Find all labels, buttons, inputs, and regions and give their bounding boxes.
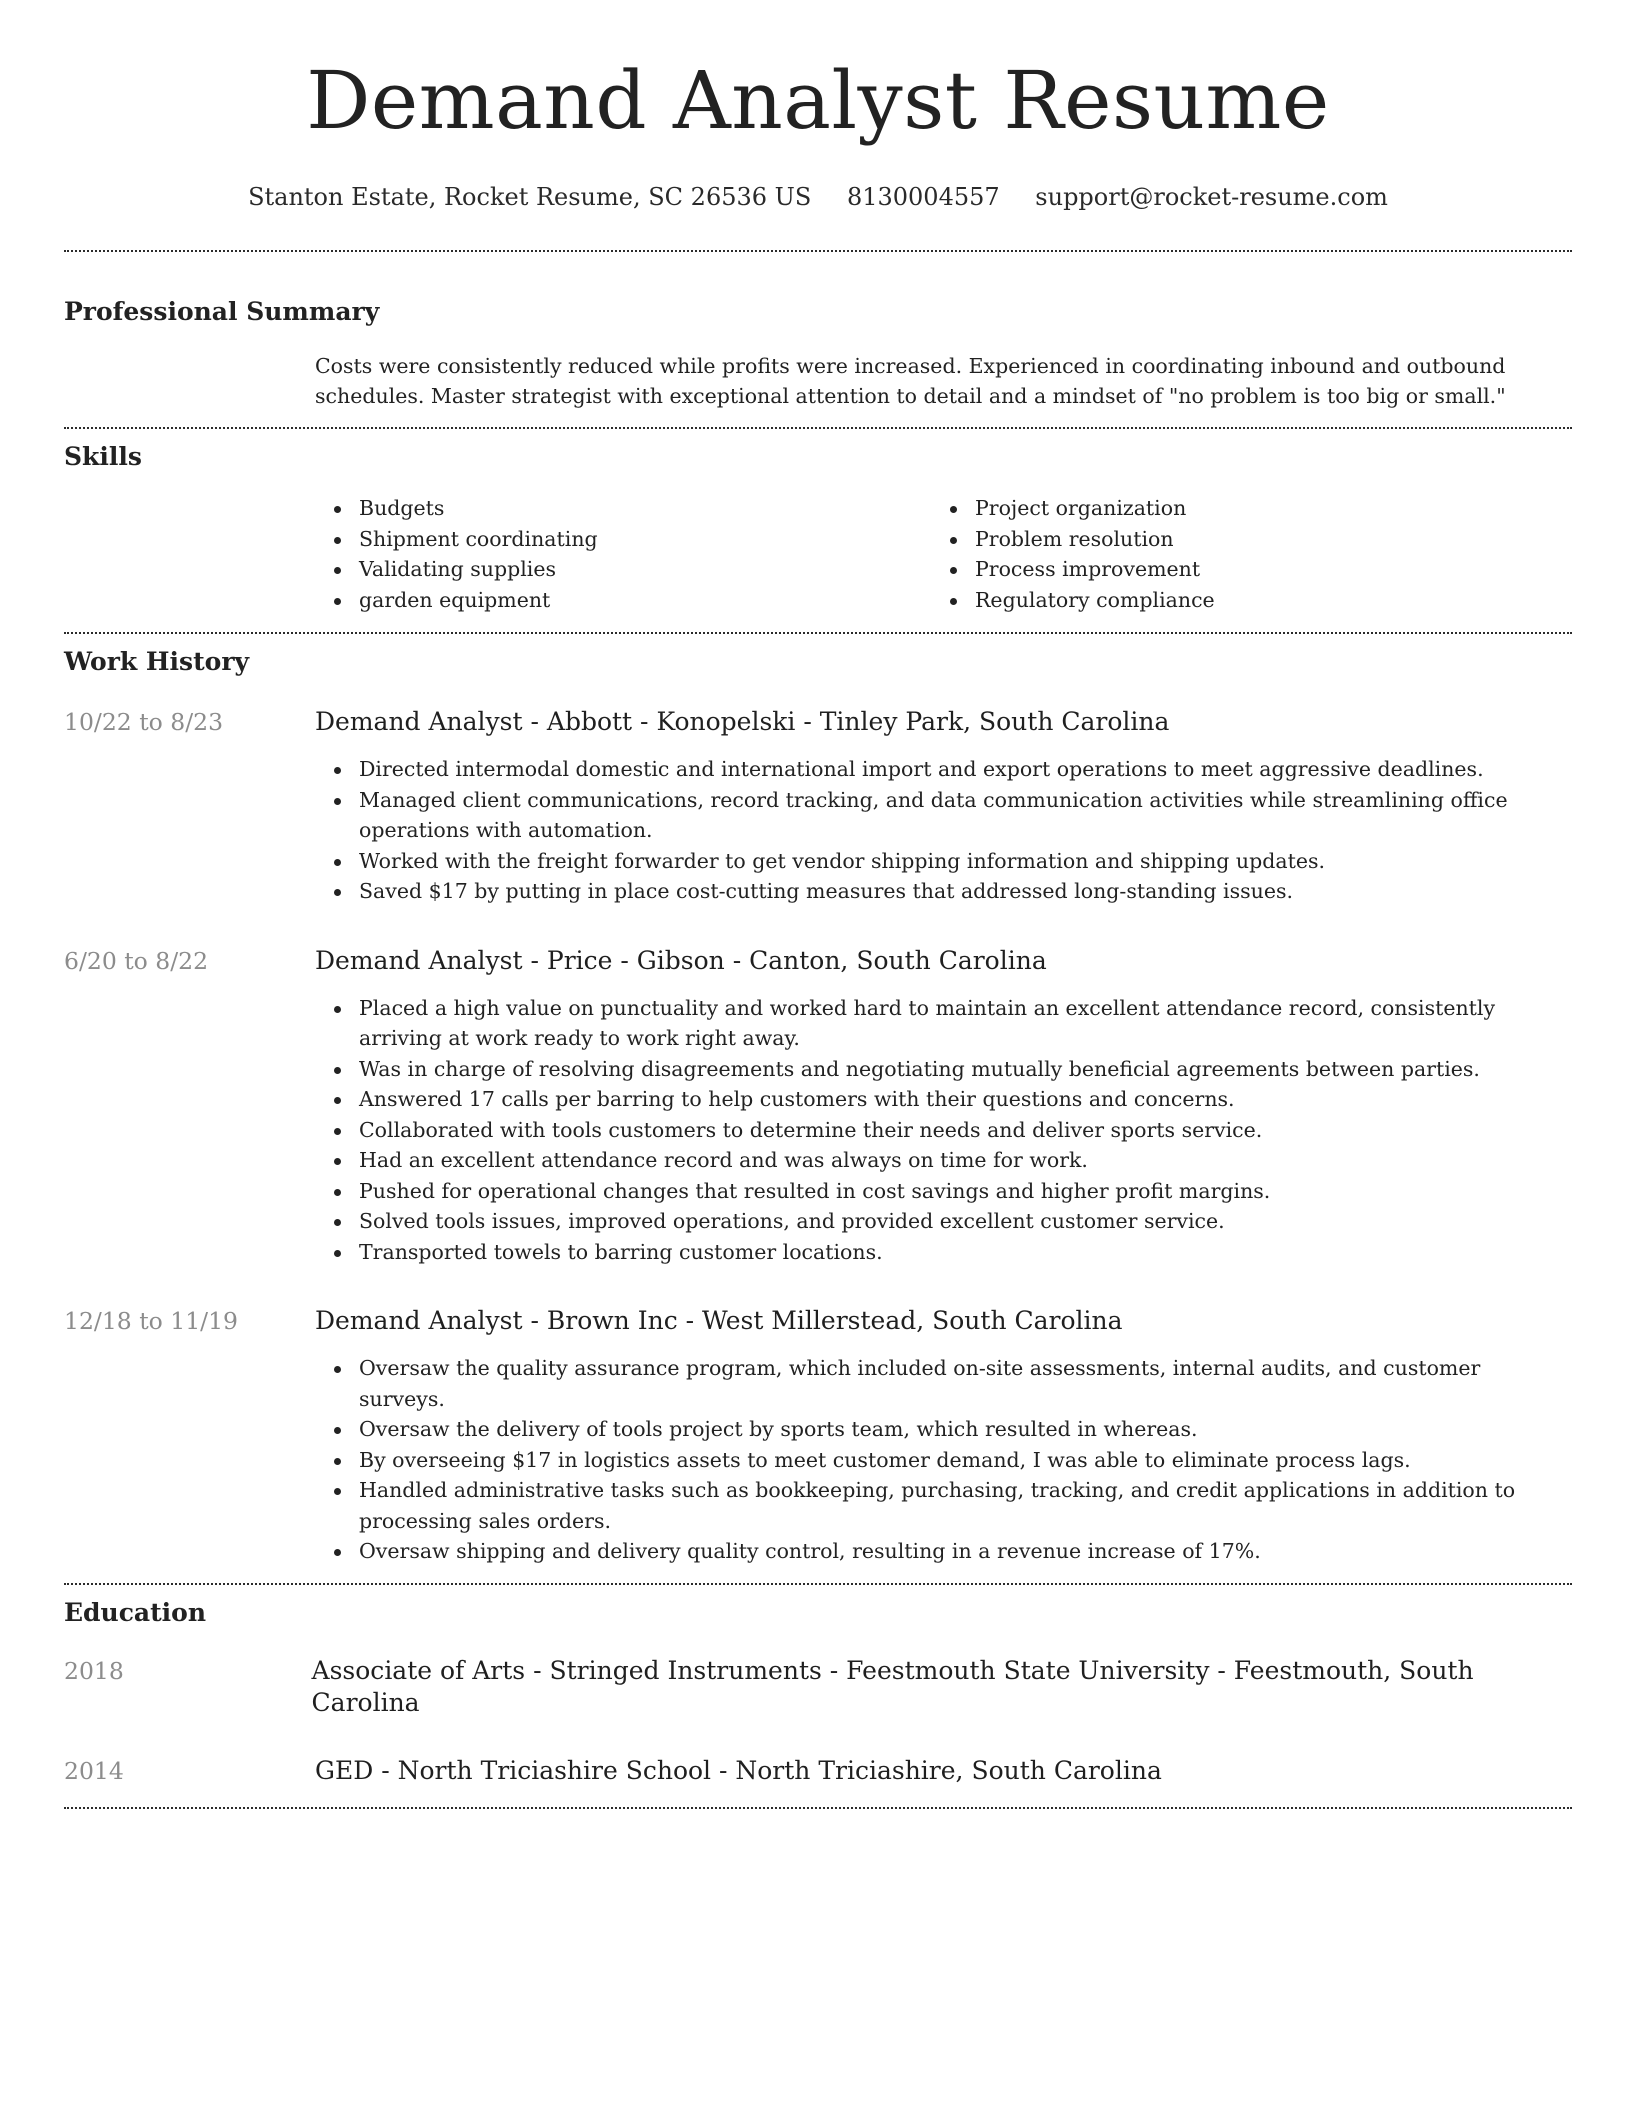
resume-title: Demand Analyst Resume bbox=[306, 54, 1330, 147]
job-bullet: Oversaw the quality assurance program, which included on-site assessments, internal audits, and customer surveys. bbox=[315, 1353, 1572, 1414]
skill-item: Budgets bbox=[315, 493, 931, 524]
job-bullet: Directed intermodal domestic and international import and export operations to meet aggressive deadlines. bbox=[315, 754, 1572, 785]
job-bullet: Transported towels to barring customer locations. bbox=[315, 1237, 1572, 1268]
divider bbox=[64, 427, 1572, 429]
skill-item: Validating supplies bbox=[315, 554, 931, 585]
education-date: 2014 bbox=[64, 1756, 124, 1785]
job-bullet: Saved $17 by putting in place cost-cutting measures that addressed long-standing issues. bbox=[315, 876, 1572, 907]
contact-line bbox=[64, 182, 1572, 212]
summary-text: Costs were consistently reduced while profits were increased. Experienced in coordinating inbound and outbound schedules. Master strategist with exceptional attention to detail and a mindset of "no problem is too big or small." bbox=[315, 354, 1506, 408]
job-entry bbox=[64, 706, 1572, 907]
education-text: Associate of Arts - Stringed Instruments - Feestmouth State University - Feestmouth, South Carolina bbox=[311, 1655, 1474, 1717]
job-body bbox=[315, 945, 1572, 1268]
job-entry bbox=[64, 945, 1572, 1268]
job-date: 10/22 to 8/23 bbox=[64, 708, 224, 736]
skill-item: Project organization bbox=[931, 493, 1547, 524]
job-heading: Demand Analyst - Abbott - Konopelski - Tinley Park, South Carolina bbox=[315, 707, 1170, 736]
divider bbox=[64, 1807, 1572, 1809]
job-body bbox=[315, 706, 1572, 907]
job-bullet: Answered 17 calls per barring to help customers with their questions and concerns. bbox=[315, 1084, 1572, 1115]
education-entry bbox=[64, 1655, 1572, 1719]
job-entry bbox=[64, 1305, 1572, 1583]
skills-left-list bbox=[315, 493, 931, 615]
divider bbox=[64, 1583, 1572, 1585]
education-entry bbox=[64, 1755, 1572, 1787]
job-bullet: Placed a high value on punctuality and worked hard to maintain an excellent attendance record, consistently arriving at work ready to work right away. bbox=[315, 993, 1572, 1054]
job-date: 12/18 to 11/19 bbox=[64, 1307, 238, 1335]
education-text: GED - North Triciashire School - North Triciashire, South Carolina bbox=[315, 1755, 1162, 1785]
skill-item: Regulatory compliance bbox=[931, 585, 1547, 616]
job-bullet: Oversaw the delivery of tools project by sports team, which resulted in whereas. bbox=[315, 1414, 1572, 1445]
job-bullet: Handled administrative tasks such as bookkeeping, purchasing, tracking, and credit applications in addition to processing sales orders. bbox=[315, 1475, 1572, 1536]
summary-heading: Professional Summary bbox=[64, 297, 380, 326]
job-body bbox=[315, 1305, 1572, 1567]
job-bullet: Collaborated with tools customers to determine their needs and deliver sports service. bbox=[315, 1115, 1572, 1146]
job-heading: Demand Analyst - Price - Gibson - Canton, South Carolina bbox=[315, 945, 1047, 975]
work-section bbox=[64, 646, 1572, 1583]
contact-address: Stanton Estate, Rocket Resume, SC 26536 US bbox=[248, 183, 812, 211]
job-bullet: Pushed for operational changes that resulted in cost savings and higher profit margins. bbox=[315, 1176, 1572, 1207]
education-date: 2018 bbox=[64, 1656, 124, 1685]
skill-item: garden equipment bbox=[315, 585, 931, 616]
job-bullet: Had an excellent attendance record and was always on time for work. bbox=[315, 1145, 1572, 1176]
job-bullet: Was in charge of resolving disagreements and negotiating mutually beneficial agreements between parties. bbox=[315, 1054, 1572, 1085]
divider bbox=[64, 632, 1572, 634]
skills-grid bbox=[315, 493, 1572, 632]
skills-heading: Skills bbox=[64, 442, 142, 471]
job-bullets bbox=[315, 754, 1572, 907]
job-heading: Demand Analyst - Brown Inc - West Millerstead, South Carolina bbox=[315, 1306, 1123, 1335]
skill-item: Shipment coordinating bbox=[315, 524, 931, 555]
job-bullets bbox=[315, 1353, 1572, 1567]
divider bbox=[64, 250, 1572, 252]
skill-item: Problem resolution bbox=[931, 524, 1547, 555]
job-bullet: Managed client communications, record tracking, and data communication activities while streamlining office operations with automation. bbox=[315, 785, 1572, 846]
work-heading: Work History bbox=[64, 647, 250, 676]
job-bullet: Worked with the freight forwarder to get vendor shipping information and shipping updates. bbox=[315, 846, 1572, 877]
skill-item: Process improvement bbox=[931, 554, 1547, 585]
contact-email: support@rocket-resume.com bbox=[1035, 183, 1388, 211]
skills-right-list bbox=[931, 493, 1547, 615]
education-section bbox=[64, 1597, 1572, 1787]
job-bullets bbox=[315, 993, 1572, 1268]
resume-page bbox=[64, 0, 1572, 1809]
job-date: 6/20 to 8/22 bbox=[64, 946, 209, 975]
summary-section bbox=[64, 296, 1572, 427]
contact-phone: 8130004557 bbox=[846, 183, 1000, 211]
job-bullet: By overseeing $17 in logistics assets to meet customer demand, I was able to eliminate process lags. bbox=[315, 1445, 1572, 1476]
job-bullet: Solved tools issues, improved operations, and provided excellent customer service. bbox=[315, 1206, 1572, 1237]
education-heading: Education bbox=[64, 1597, 207, 1627]
job-bullet: Oversaw shipping and delivery quality control, resulting in a revenue increase of 17%. bbox=[315, 1536, 1572, 1567]
skills-section bbox=[64, 441, 1572, 632]
